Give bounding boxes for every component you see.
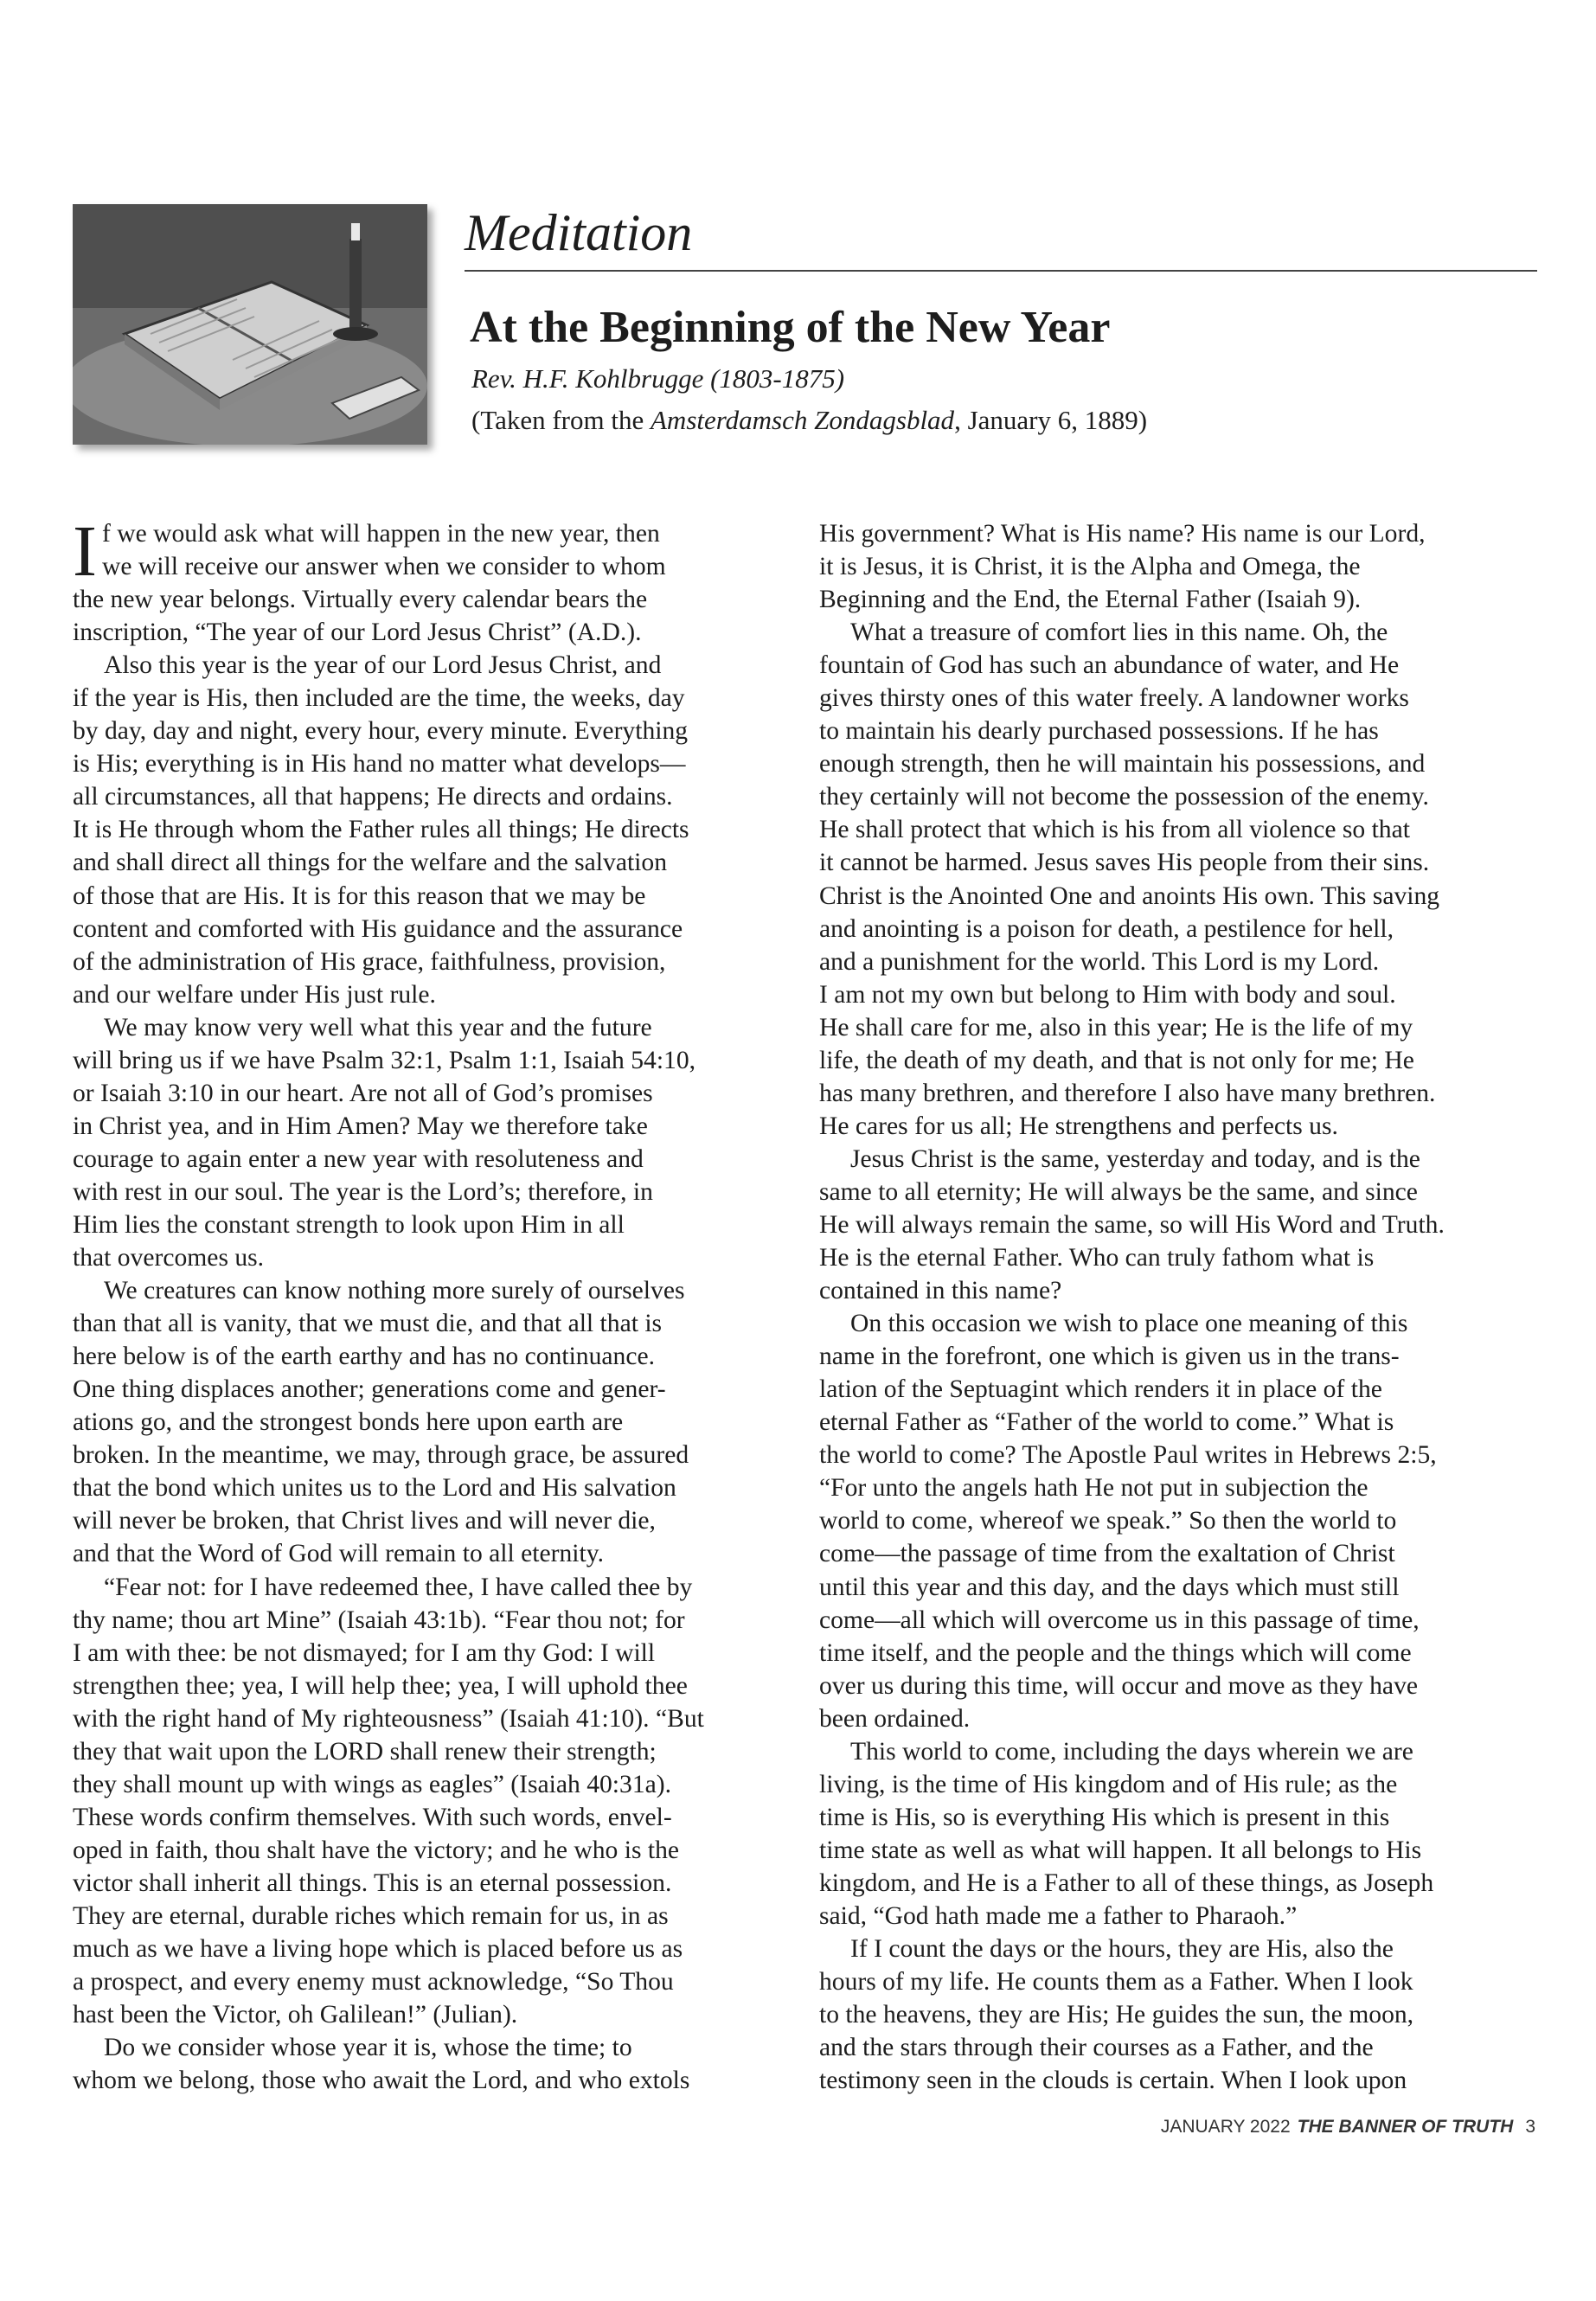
bible-illustration — [73, 204, 427, 445]
text-line: I am with thee: be not dismayed; for I am thy God: I will — [73, 1638, 656, 1667]
text-line: If I count the days or the hours, they are His, also the — [850, 1935, 1394, 1964]
text-line: enough strength, then he will maintain his possessions, and — [819, 750, 1426, 779]
text-line: Also this year is the year of our Lord Jesus Christ, and — [104, 651, 662, 680]
text-line: of the administration of His grace, faithfulness, provision, — [73, 947, 666, 976]
text-line: His government? What is His name? His name is our Lord, — [819, 520, 1426, 548]
text-line: and shall direct all things for the welfare and the salvation — [73, 849, 667, 877]
text-line: hours of my life. He counts them as a Father. When I look — [819, 1968, 1413, 1997]
text-line: He cares for us all; He strengthens and perfects us. — [819, 1112, 1338, 1140]
text-line: world to come, whereof we speak.” So then the world to — [819, 1507, 1397, 1535]
text-line: until this year and this day, and the days which must still — [819, 1573, 1400, 1601]
paragraph — [73, 1011, 789, 1274]
text-line: Do we consider whose year it is, whose the time; to — [104, 2034, 632, 2062]
text-line: to maintain his dearly purchased possessions. If he has — [819, 717, 1379, 746]
text-line: living, is the time of His kingdom and of His rule; as the — [819, 1770, 1398, 1798]
text-line: with the right hand of My righteousness” (Isaiah 41:10). “But — [73, 1704, 704, 1733]
text-line: come—all which will overcome us in this passage of time, — [819, 1606, 1420, 1634]
text-line: has many brethren, and therefore I also have many brethren. — [819, 1079, 1436, 1107]
text-line: and our welfare under His just rule. — [73, 980, 436, 1009]
text-line: eternal Father as “Father of the world to come.” What is — [819, 1408, 1394, 1437]
text-line: over us during this time, will occur and move as they have — [819, 1671, 1418, 1700]
text-line: and the stars through their courses as a Father, and the — [819, 2034, 1374, 2062]
text-line: victor shall inherit all things. This is an eternal possession. — [73, 1868, 672, 1897]
text-line: of those that are His. It is for this reason that we may be — [73, 881, 646, 910]
text-line: come—the passage of time from the exaltation of Christ — [819, 1540, 1395, 1568]
text-line: One thing displaces another; generations come and gener- — [73, 1375, 666, 1404]
text-line: they certainly will not become the possession of the enemy. — [819, 783, 1429, 811]
paragraph — [819, 1143, 1535, 1307]
text-line: and a punishment for the world. This Lord is my Lord. — [819, 947, 1380, 976]
text-line: much as we have a living hope which is placed before us as — [73, 1935, 683, 1964]
text-line: “For unto the angels hath He not put in subjection the — [819, 1474, 1368, 1503]
text-line: contained in this name? — [819, 1277, 1062, 1305]
text-line: same to all eternity; He will always be the same, and since — [819, 1177, 1418, 1206]
text-line: ations go, and the strongest bonds here upon earth are — [73, 1408, 624, 1437]
text-line: strengthen thee; yea, I will help thee; yea, I will uphold thee — [73, 1671, 688, 1700]
text-line: said, “God hath made me a father to Pharaoh.” — [819, 1901, 1298, 1930]
text-line: the world to come? The Apostle Paul writes in Hebrews 2:5, — [819, 1441, 1437, 1470]
paragraph — [73, 649, 789, 1011]
text-line: name in the forefront, one which is given us in the trans- — [819, 1343, 1400, 1371]
text-line: is His; everything is in His hand no matter what develops— — [73, 750, 686, 779]
paragraph — [73, 2031, 789, 2097]
text-line: kingdom, and He is a Father to all of these things, as Joseph — [819, 1868, 1434, 1897]
article-column-left — [73, 511, 789, 2097]
text-line: I am not my own but belong to Him with body and soul. — [819, 980, 1396, 1009]
text-line: He will always remain the same, so will His Word and Truth. — [819, 1210, 1445, 1239]
text-line: we will receive our answer when we consider to whom — [101, 553, 666, 581]
text-line: He shall protect that which is his from all violence so that — [819, 816, 1410, 844]
header-rule — [465, 270, 1537, 272]
text-line: These words confirm themselves. With such words, envel- — [73, 1803, 672, 1831]
text-line: broken. In the meantime, we may, through grace, be assured — [73, 1441, 689, 1470]
text-line: all circumstances, all that happens; He directs and ordains. — [73, 783, 673, 811]
text-line: will bring us if we have Psalm 32:1, Psalm 1:1, Isaiah 54:10, — [73, 1046, 696, 1074]
text-line: whom we belong, those who await the Lord, and who extols — [73, 2067, 690, 2095]
text-line: lation of the Septuagint which renders it in place of the — [819, 1375, 1382, 1404]
paragraph — [73, 511, 789, 649]
source-prefix: (Taken from the — [471, 405, 651, 435]
page-footer — [1161, 2117, 1535, 2138]
text-line: than that all is vanity, that we must die, and that all that is — [73, 1310, 663, 1338]
paragraph — [819, 616, 1535, 1143]
text-line: Christ is the Anointed One and anoints His own. This saving — [819, 881, 1440, 910]
text-line: the new year belongs. Virtually every calendar bears the — [73, 586, 648, 614]
text-line: fountain of God has such an abundance of water, and He — [819, 651, 1400, 680]
text-line: life, the death of my death, and that is not only for me; He — [819, 1046, 1414, 1074]
text-line: or Isaiah 3:10 in our heart. Are not all of God’s promises — [73, 1079, 653, 1107]
text-line: Him lies the constant strength to look upon Him in all — [73, 1210, 625, 1239]
text-line: they shall mount up with wings as eagles” (Isaiah 40:31a). — [73, 1770, 672, 1798]
text-line: inscription, “The year of our Lord Jesus Christ” (A.D.). — [73, 619, 642, 647]
text-line: testimony seen in the clouds is certain. When I look upon — [819, 2067, 1407, 2095]
text-line: by day, day and night, every hour, every minute. Everything — [73, 717, 689, 746]
text-line: thy name; thou art Mine” (Isaiah 43:1b). “Fear thou not; for — [73, 1606, 685, 1634]
paragraph — [819, 517, 1535, 616]
text-line: that the bond which unites us to the Lord and His salvation — [73, 1474, 676, 1503]
text-line: to the heavens, they are His; He guides the sun, the moon, — [819, 2001, 1414, 2029]
text-line: it cannot be harmed. Jesus saves His people from their sins. — [819, 849, 1430, 877]
paragraph — [73, 1571, 789, 2032]
source-publication: Amsterdamsch Zondagsblad — [651, 405, 955, 435]
text-line: hast been the Victor, oh Galilean!” (Julian). — [73, 2001, 518, 2029]
publication-name: THE BANNER OF TRUTH — [1297, 2117, 1514, 2137]
text-line: will never be broken, that Christ lives and will never die, — [73, 1507, 656, 1535]
text-line: time itself, and the people and the things which will come — [819, 1638, 1412, 1667]
text-line: They are eternal, durable riches which remain for us, in as — [73, 1901, 669, 1930]
issue-date: JANUARY 2022 — [1160, 2117, 1291, 2137]
article-author: Rev. H.F. Kohlbrugge (1803-1875) — [471, 363, 845, 394]
text-line: time is His, so is everything His which is present in this — [819, 1803, 1390, 1831]
text-line: Jesus Christ is the same, yesterday and today, and is the — [850, 1144, 1420, 1173]
article-source — [471, 405, 1147, 436]
text-line: This world to come, including the days wherein we are — [850, 1737, 1413, 1766]
text-line: in Christ yea, and in Him Amen? May we therefore take — [73, 1112, 648, 1140]
text-line: here below is of the earth earthy and has no continuance. — [73, 1343, 655, 1371]
text-line: What a treasure of comfort lies in this name. Oh, the — [850, 619, 1388, 647]
page-number: 3 — [1525, 2117, 1535, 2137]
text-line: a prospect, and every enemy must acknowledge, “So Thou — [73, 1968, 674, 1997]
text-line: that overcomes us. — [73, 1244, 265, 1272]
text-line: gives thirsty ones of this water freely. A landowner works — [819, 684, 1409, 713]
text-line: it is Jesus, it is Christ, it is the Alpha and Omega, the — [819, 553, 1361, 581]
text-line: courage to again enter a new year with resoluteness and — [73, 1144, 644, 1173]
paragraph — [819, 1932, 1535, 2097]
text-line: they that wait upon the LORD shall renew their strength; — [73, 1737, 657, 1766]
text-line: We creatures can know nothing more surely of ourselves — [104, 1277, 685, 1305]
open-bible-icon — [73, 204, 427, 445]
text-line: “Fear not: for I have redeemed thee, I have called thee by — [104, 1573, 693, 1601]
source-suffix: , January 6, 1889) — [954, 405, 1148, 435]
text-line: and that the Word of God will remain to all eternity. — [73, 1540, 604, 1568]
section-label: Meditation — [465, 204, 693, 261]
paragraph — [819, 1735, 1535, 1932]
text-line: with rest in our soul. The year is the Lord’s; therefore, in — [73, 1177, 653, 1206]
text-line: time state as well as what will happen. It all belongs to His — [819, 1836, 1422, 1864]
text-line: Beginning and the End, the Eternal Father (Isaiah 9). — [819, 586, 1362, 614]
text-line: content and comforted with His guidance and the assurance — [73, 914, 683, 943]
text-line: and anointing is a poison for death, a pestilence for hell, — [819, 914, 1394, 943]
text-line: On this occasion we wish to place one meaning of this — [850, 1310, 1408, 1338]
text-line: oped in faith, thou shalt have the victory; and he who is the — [73, 1836, 680, 1864]
text-line: We may know very well what this year and the future — [104, 1013, 652, 1042]
drop-cap: I — [73, 511, 97, 592]
text-line: been ordained. — [819, 1704, 971, 1733]
article-title: At the Beginning of the New Year — [470, 303, 1111, 352]
text-line: if the year is His, then included are the time, the weeks, day — [73, 684, 685, 713]
paragraph — [819, 1307, 1535, 1735]
paragraph — [73, 1274, 789, 1570]
text-line: He is the eternal Father. Who can truly fathom what is — [819, 1244, 1375, 1272]
text-line: f we would ask what will happen in the new year, then — [101, 520, 660, 548]
text-line: He shall care for me, also in this year; He is the life of my — [819, 1013, 1413, 1042]
text-line: It is He through whom the Father rules all things; He directs — [73, 816, 689, 844]
article-column-right — [819, 517, 1535, 2097]
